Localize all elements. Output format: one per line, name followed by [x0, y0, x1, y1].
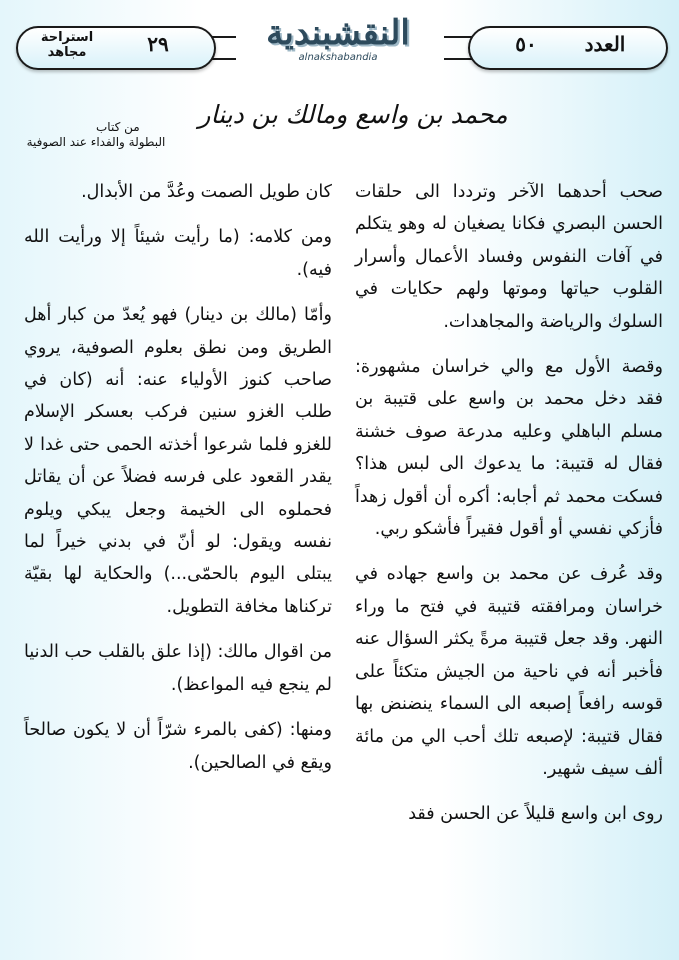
magazine-logo	[238, 8, 438, 78]
section-title: استراحة مجاهد	[40, 30, 94, 60]
paragraph: من اقوال مالك: (إذا علق بالقلب حب الدنيا لم ينجع فيه المواعظ).	[24, 642, 332, 695]
logo-latin: alnakshabandia	[298, 52, 378, 63]
issue-number: ٥٠	[515, 32, 537, 56]
left-column	[24, 176, 332, 792]
page-header	[0, 0, 679, 96]
right-column	[355, 176, 663, 844]
issue-label: العدد	[584, 32, 626, 56]
paragraph: وقصة الأول مع والي خراسان مشهورة: فقد دخل محمد بن واسع على قتيبة بن مسلم الباهلي وعليه مدرعة صوف خشنة فقال له قتيبة: ما يدعوك الى لبس هذا؟ فسكت محمد ثم أجابه: أكره أن أقول زهداً فأزكي نفسي أو أقول فقيراً فأشكو ربي.	[355, 357, 663, 540]
logo-arabic: النقشبندية	[266, 13, 410, 53]
source-book: البطولة والفداء عند الصوفية	[26, 135, 166, 149]
paragraph: صحب أحدهما الآخر وترددا الى حلقات الحسن البصري فكانا يصغيان له وهو يتكلم في آفات النفوس وفساد الأعمال وأسرار القلوب حياتها وموتها ولهم حكايات في السلوك والرياضة والمجاهدات.	[355, 182, 663, 332]
source-label: من كتاب	[96, 120, 140, 134]
page-number: ٢٩	[147, 32, 169, 56]
paragraph: روى ابن واسع قليلاً عن الحسن فقد	[408, 804, 663, 825]
paragraph: ومنها: (كفى بالمرء شرّاً أن لا يكون صالحاً ويقع في الصالحين).	[24, 720, 332, 773]
paragraph: كان طويل الصمت وعُدَّ من الأبدال.	[81, 182, 332, 202]
article-title: محمد بن واسع ومالك بن دينار	[198, 100, 508, 129]
paragraph: وقد عُرف عن محمد بن واسع جهاده في خراسان ومرافقته قتيبة في فتح ما وراء النهر. وقد جعل قتيبة مرةً يكثر السؤال عنه فأخبر أنه في ناحية من الجيش متكئاً على قوسه رافعاً إصبعه الى السماء ينضنض بها فقال قتيبة: لإصبعه تلك أحب الي من مائة ألف سيف شهير.	[355, 564, 663, 779]
paragraph: وأمّا (مالك بن دينار) فهو يُعدّ من كبار أهل الطريق ومن نطق بعلوم الصوفية، يروي صاحب كنوز الأولياء عنه: أنه (كان في طلب الغزو سنين فركب بعسكر الإسلام للغزو فلما شرعوا أخذته الحمى حتى غدا لا يقدر القعود على فرسه فضلاً عن أن يقاتل فحملوه الى الخيمة وجعل يبكي ويلوم نفسه ويقول: لو أنّ في بدني خيراً لما يبتلى اليوم بالحمّى...) والحكاية لها بقيّة تركناها مخافة التطويل.	[24, 305, 332, 617]
paragraph: ومن كلامه: (ما رأيت شيئاً إلا ورأيت الله فيه).	[24, 227, 332, 280]
